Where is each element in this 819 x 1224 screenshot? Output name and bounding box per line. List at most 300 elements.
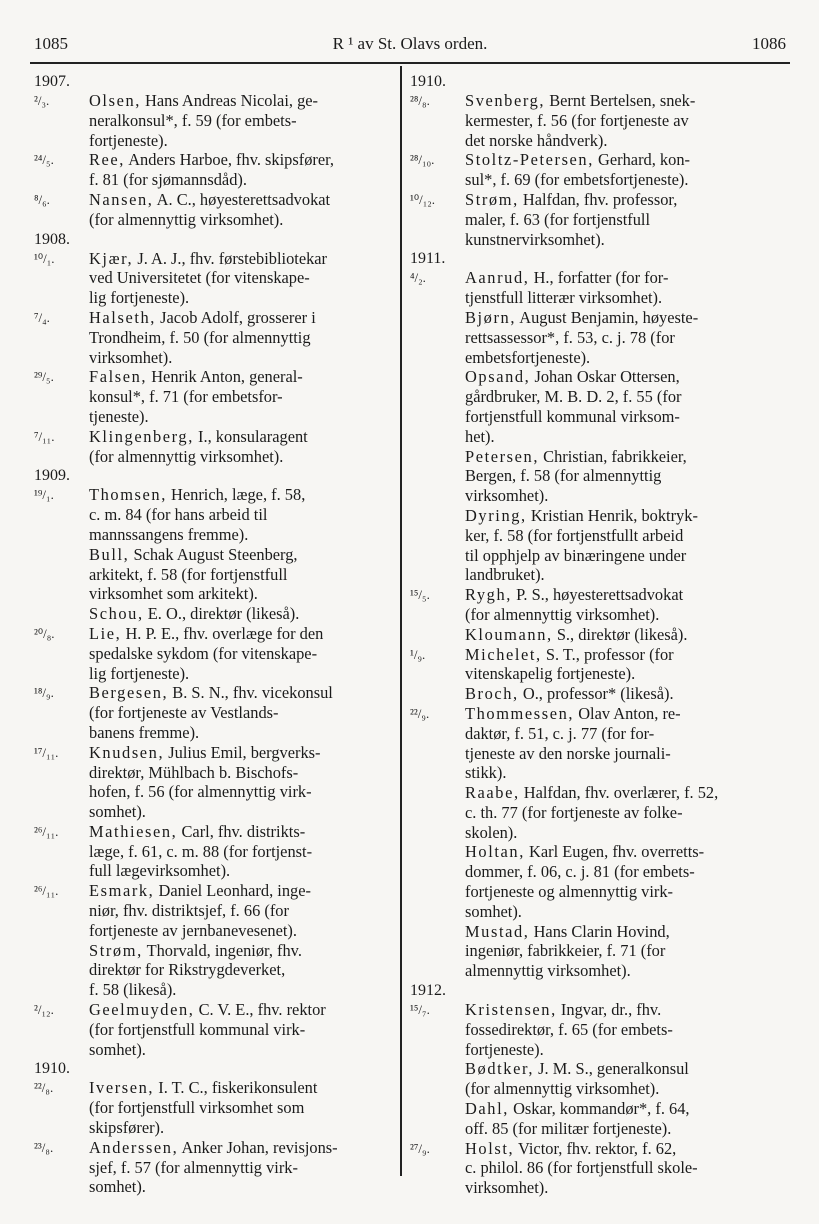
entry-line-text: tjeneste av den norske journali- [465,743,671,763]
entry-line [465,922,785,942]
entry-name: Svenberg, [465,91,546,110]
entry-line-text: direktør, Mühlbach b. Bischofs- [89,762,299,782]
list-item [410,150,785,190]
entry-line [89,1020,409,1040]
entry-date: ²/₁₂. [34,1002,54,1018]
list-item [34,249,409,308]
entry-line [465,407,785,427]
entry-line-text: Christian, fabrikkeier, [543,446,687,466]
entry-date: ¹/₉. [410,646,426,662]
entry-name: Klingenberg, [89,426,194,446]
entry-text [89,150,409,190]
entry-line [465,170,785,190]
entry-line [465,150,785,170]
entry-line [89,960,409,980]
list-item [34,1000,409,1059]
entry-line [89,565,409,585]
entry-name: Strøm, [89,940,143,960]
entry-name: Raabe, [465,783,520,803]
entry-text [465,91,785,150]
list-item [410,1099,785,1139]
entry-name: Ree, [89,150,125,170]
entry-line-text: landbruket). [465,565,545,585]
entry-text [89,545,409,604]
year-heading: 1910. [34,1060,70,1078]
entry-line [465,664,785,684]
entry-line-text: f. 81 (for sjømannsdåd). [89,170,247,190]
entry-name: Michelet, [465,644,542,664]
entry-line-text: c. th. 77 (for fortjeneste av folke- [465,802,683,822]
entry-line-text: Schak August Steenberg, [133,544,298,564]
entry-line-text: somhet). [465,901,522,921]
list-item [410,585,785,625]
entry-line-text: kunstnervirksomhet). [465,229,605,249]
entry-line [89,723,409,743]
list-item [34,1138,409,1197]
entry-line-text: J. A. J., fhv. førstebibliotekar [137,248,328,268]
entry-line-text: J. M. S., generalkonsul [538,1059,689,1079]
entry-line [465,882,785,902]
entry-line [89,980,409,1000]
entry-line [465,585,785,605]
entry-line [89,842,409,862]
list-item [34,822,409,881]
entry-text [89,367,409,426]
entry-line-text: Gerhard, kon- [598,150,690,170]
entry-line [465,724,785,744]
list-item [410,922,785,981]
entry-line [89,683,409,703]
entry-line [465,466,785,486]
entry-line-text: c. philol. 86 (for fortjenstfull skole- [465,1158,698,1178]
entry-name: Iversen, [89,1078,155,1098]
entry-text [465,684,785,704]
entry-line [89,407,409,427]
entry-line-text: Bergen, f. 58 (for almennyttig [465,466,662,486]
entry-date [34,941,89,1000]
entry-name: Mathiesen, [89,821,178,841]
entry-text [89,485,409,544]
entry-text [89,1000,409,1059]
entry-line [465,230,785,250]
entry-line-text: lig fortjeneste). [89,663,190,683]
list-item [34,1078,409,1137]
entry-name: Bødtker, [465,1059,535,1079]
entry-line-text: c. m. 84 (for hans arbeid til [89,505,268,525]
entry-line-text: niør, fhv. distriktsjef, f. 66 (for [89,901,289,921]
entry-date: ²⁶/₁₁. [34,883,59,899]
entry-name: Bull, [89,544,130,564]
list-item [410,190,785,249]
list-item [34,881,409,940]
entry-line [465,902,785,922]
entry-line-text: (for fortjenstfull virksomhet som [89,1098,305,1118]
entry-line [89,447,409,467]
entry-line-text: Karl Eugen, fhv. overretts- [529,842,705,862]
entry-line [465,625,785,645]
entry-line-text: ker, f. 58 (for fortjenstfullt arbeid [465,525,684,545]
list-item [34,624,409,683]
entry-line [89,1098,409,1118]
entry-date: ¹⁰/₁₂. [410,191,436,207]
year-heading: 1911. [410,250,446,268]
entry-line-text: Halfdan, fhv. professor, [522,189,678,209]
entry-line-text: August Benjamin, høyeste- [519,307,699,327]
entry-line-text: (for almennyttig virksomhet). [89,209,284,229]
entry-line-text: P. S., høyesterettsadvokat [516,585,684,605]
entry-line [465,91,785,111]
entry-line [89,328,409,348]
entry-line [465,308,785,328]
entry-line-text: off. 85 (for militær fortjeneste). [465,1118,672,1138]
entry-name: Holtan, [465,842,525,862]
entry-line [465,546,785,566]
entry-line [89,170,409,190]
entry-text [89,190,409,230]
entry-line [89,584,409,604]
entry-text [465,447,785,506]
entry-line-text: Carl, fhv. distrikts- [181,821,306,841]
entry-line [89,1040,409,1060]
entry-line-text: virksomhet som arkitekt). [89,584,258,604]
list-item [34,427,409,467]
list-item [410,645,785,685]
entry-name: Petersen, [465,446,540,466]
list-item [34,683,409,742]
entry-line-text: ved Universitetet (for vitenskape- [89,268,310,288]
entry-line [89,545,409,565]
entry-line-text: Hans Clarin Hovind, [533,921,670,941]
list-item [410,506,785,585]
entry-line [465,1178,785,1198]
entry-line-text: Jacob Adolf, grosserer i [160,307,316,327]
entry-text [465,783,785,842]
year-heading: 1912. [410,982,446,1000]
entry-text [89,1078,409,1137]
entry-line-text: hofen, f. 56 (for almennyttig virk- [89,782,312,802]
list-item [410,1139,785,1198]
entry-line-text: gårdbruker, M. B. D. 2, f. 55 (for [465,387,682,407]
entry-text [465,190,785,249]
entry-date [410,783,465,842]
entry-line-text: almennyttig virksomhet). [465,961,631,981]
entry-name: Bergesen, [89,683,169,703]
entry-line [465,210,785,230]
entry-line-text: B. S. N., fhv. vicekonsul [172,683,333,703]
entry-line-text: ingeniør, fabrikkeier, f. 71 (for [465,941,666,961]
entry-line [89,485,409,505]
entry-line-text: Henrich, læge, f. 58, [171,485,306,505]
entry-line-text: virksomhet). [89,347,173,367]
entry-line [465,803,785,823]
entry-line-text: neralkonsul*, f. 59 (for embets- [89,110,297,130]
entry-line-text: fortjeneste). [89,130,168,150]
entry-line [89,743,409,763]
entry-text [465,625,785,645]
entry-text [465,842,785,921]
entry-line-text: het). [465,426,495,446]
entry-line-text: S. T., professor (for [545,644,674,664]
entry-name: Knudsen, [89,742,165,762]
list-item [34,604,409,624]
entry-line-text: embetsfortjeneste). [465,347,591,367]
list-item [410,684,785,704]
entry-line-text: kermester, f. 56 (for fortjeneste av [465,110,689,130]
entry-line [465,783,785,803]
entry-text [89,881,409,940]
entry-name: Mustad, [465,921,530,941]
entry-line [465,526,785,546]
entry-line-text: Trondheim, f. 50 (for almennyttig [89,327,311,347]
entry-line-text: I. T. C., fiskerikonsulent [158,1078,318,1098]
entry-line-text: tjenstfull litterær virksomhet). [465,288,663,308]
entry-name: Bjørn, [465,307,517,327]
entry-date [410,367,465,446]
entry-date: ¹⁷/₁₁. [34,744,59,760]
entry-line-text: fortjeneste av jernbanevesenet). [89,920,297,940]
entry-line [89,802,409,822]
entry-line [89,644,409,664]
entry-line [465,486,785,506]
list-item [34,308,409,367]
entry-line [465,427,785,447]
entry-line-text: sul*, f. 69 (for embetsfortjeneste). [465,170,689,190]
entry-date [410,506,465,585]
entry-text [465,1000,785,1059]
entry-name: Thomsen, [89,485,167,505]
entry-name: Halseth, [89,307,156,327]
entry-line-text: (for fortjenstfull kommunal virk- [89,1019,306,1039]
entry-line [465,704,785,724]
entry-line [89,288,409,308]
list-item [34,190,409,230]
entry-name: Schou, [89,604,144,624]
entry-text [89,1138,409,1197]
list-item [410,268,785,308]
entry-line-text: Halfdan, fhv. overlærer, f. 52, [523,783,719,803]
entry-line [89,427,409,447]
entry-line-text: Anker Johan, revisjons- [181,1137,338,1157]
entry-name: Kloumann, [465,624,553,644]
entry-text [465,1059,785,1099]
entry-line-text: Thorvald, ingeniør, fhv. [146,940,302,960]
entry-line [465,367,785,387]
list-item [410,704,785,783]
entry-date: ¹⁵/₇. [410,1002,430,1018]
list-item [34,485,409,544]
entry-text [89,91,409,150]
entry-name: Esmark, [89,881,155,901]
entry-date [410,625,465,645]
entry-line [89,703,409,723]
entry-line-text: Victor, fhv. rektor, f. 62, [518,1138,677,1158]
entry-line-text: læge, f. 61, c. m. 88 (for fortjenst- [89,841,313,861]
entry-line [89,861,409,881]
entry-line-text: vitenskapelig fortjeneste). [465,664,636,684]
entry-date [410,308,465,367]
entry-text [465,268,785,308]
entry-line-text: tjeneste). [89,406,149,426]
running-title: R ¹ av St. Olavs orden. [332,34,488,53]
right-page-number: 1086 [752,34,786,53]
entry-line [89,664,409,684]
entry-text [89,743,409,822]
entry-line-text: fortjenstfull kommunal virksom- [465,406,680,426]
entry-date [410,922,465,981]
entry-line-text: fortjeneste og almennyttig virk- [465,882,674,902]
entry-name: Thommessen, [465,703,575,723]
entry-line-text: skipsfører). [89,1118,165,1138]
entry-date: ²⁷/₉. [410,1140,430,1156]
entry-line [465,842,785,862]
entry-date: ¹⁹/₁. [34,487,54,503]
entry-text [465,645,785,685]
list-item [410,783,785,842]
entry-line [89,111,409,131]
entry-date: ²²/₉. [410,705,430,721]
entry-line [89,131,409,151]
list-item [34,941,409,1000]
entry-line-text: (for almennyttig virksomhet). [465,604,660,624]
entry-line-text: C. V. E., fhv. rektor [198,1000,326,1020]
entry-line-text: sjef, f. 57 (for almennyttig virk- [89,1157,298,1177]
entry-line [465,348,785,368]
entry-line-text: arkitekt, f. 58 (for fortjenstfull [89,564,288,584]
entry-line [465,131,785,151]
entry-date: ²/₃. [34,93,50,108]
entry-line [465,1020,785,1040]
entry-line [89,505,409,525]
entry-line-text: Kristian Henrik, boktryk- [530,505,698,525]
entry-text [89,604,409,624]
entry-date [34,604,89,624]
entry-line-text: maler, f. 63 (for fortjenstfull [465,209,651,229]
entry-text [465,704,785,783]
entry-line-text: O., professor* (likeså). [522,684,674,704]
list-item [410,447,785,506]
list-item [410,367,785,446]
page-header [34,34,786,58]
entry-line-text: somhet). [89,1039,146,1059]
entry-name: Kristensen, [465,1000,557,1020]
entry-text [465,1139,785,1198]
year-heading: 1910. [410,73,446,90]
entry-line [465,111,785,131]
entry-line [89,1118,409,1138]
entry-line [465,190,785,210]
entry-line [465,684,785,704]
left-page-number: 1085 [34,34,68,53]
entry-date: ⁷/₄. [34,309,50,325]
entry-line-text: full lægevirksomhet). [89,861,231,881]
entry-line [89,1000,409,1020]
entry-line-text: konsul*, f. 71 (for embetsfor- [89,387,283,407]
entry-line-text: E. O., direktør (likeså). [147,604,300,624]
entry-text [465,585,785,625]
entry-line-text: Ingvar, dr., fhv. [560,1000,662,1020]
entry-line-text: skolen). [465,822,518,842]
entry-line [465,1079,785,1099]
list-item [410,1000,785,1059]
entry-line [89,210,409,230]
entry-name: Nansen, [89,189,154,209]
entry-line-text: til opphjelp av binæringene under [465,545,687,565]
entry-line-text: S., direktør (likeså). [556,624,688,644]
entry-line [465,605,785,625]
entry-line [465,268,785,288]
entry-line [89,308,409,328]
year-heading: 1908. [34,230,70,248]
entry-line [465,1158,785,1178]
list-item [34,545,409,604]
entry-line [465,1040,785,1060]
entry-name: Falsen, [89,367,148,387]
list-item [410,1059,785,1099]
entry-line-text: lig fortjeneste). [89,288,190,308]
list-item [410,308,785,367]
entry-line-text: Anders Harboe, fhv. skipsfører, [128,150,335,170]
entry-date: ²⁸/₁₀. [410,152,435,168]
entry-name: Dyring, [465,505,527,525]
entry-line-text: somhet). [89,1177,146,1197]
entry-line [89,921,409,941]
entry-line-text: Henrik Anton, general- [151,367,303,387]
entry-date [410,684,465,704]
entry-line [465,1139,785,1159]
entry-line [465,961,785,981]
entry-date: ²²/₈. [34,1080,54,1096]
entry-line [89,941,409,961]
entry-line [89,348,409,368]
entry-line-text: Bernt Bertelsen, snek- [549,91,696,110]
entry-line [89,367,409,387]
entry-line [465,1119,785,1139]
entry-line [465,1059,785,1079]
header-rule [30,62,790,64]
entry-line [89,1078,409,1098]
entry-line-text: det norske håndverk). [465,130,608,150]
entry-date [410,842,465,921]
entry-text [465,367,785,446]
entry-line [465,862,785,882]
entry-name: Anderssen, [89,1137,179,1157]
entry-line-text: Daniel Leonhard, inge- [158,881,311,901]
entry-line-text: Johan Oskar Ottersen, [534,367,680,387]
entry-line-text: fossedirektør, f. 65 (for embets- [465,1019,673,1039]
entry-date: ²⁶/₁₁. [34,823,59,839]
entry-line-text: (for almennyttig virksomhet). [465,1079,660,1099]
entry-line [465,328,785,348]
entry-line-text: fortjeneste). [465,1039,544,1059]
entry-date: ²⁹/₅. [34,369,54,385]
entry-line-text: (for almennyttig virksomhet). [89,446,284,466]
entry-name: Aanrud, [465,268,530,288]
entry-text [89,624,409,683]
entry-date: ²⁰/₈. [34,625,55,641]
entry-line [89,190,409,210]
entry-line [89,525,409,545]
right-column [410,72,785,1198]
list-item [410,625,785,645]
entry-name: Lie, [89,623,122,643]
entry-line [89,150,409,170]
entry-name: Broch, [465,684,519,704]
entry-date: ⁴/₂. [410,270,426,286]
entry-line [89,604,409,624]
list-item [410,91,785,150]
entry-line-text: spedalske sykdom (for vitenskape- [89,643,318,663]
entry-date: ²⁴/₅. [34,152,54,168]
